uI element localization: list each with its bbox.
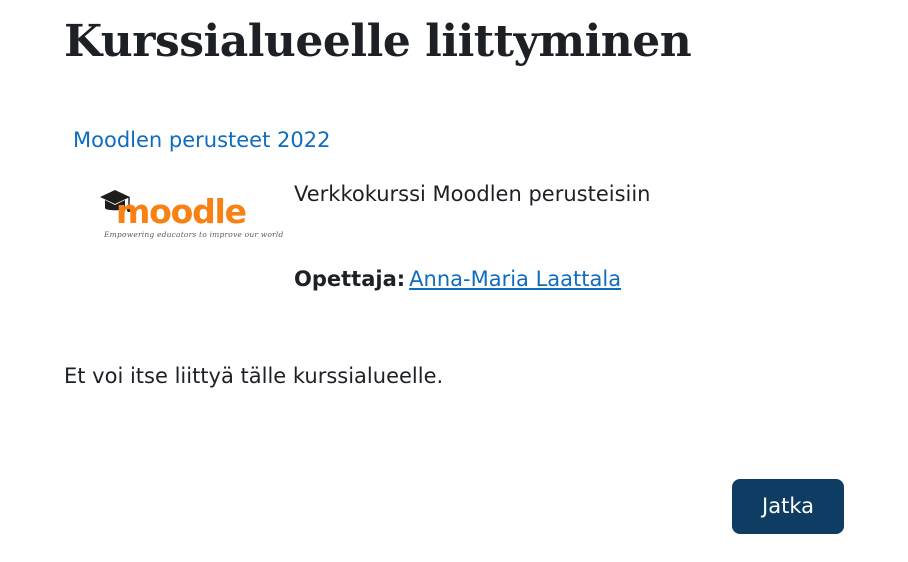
teacher-label: Opettaja:: [294, 266, 406, 291]
page-title: Kurssialueelle liittyminen: [64, 16, 692, 67]
teacher-name-link[interactable]: Anna-Maria Laattala: [409, 266, 622, 291]
course-summary-block: [64, 178, 844, 295]
moodle-wordmark: moodle: [116, 191, 246, 231]
teacher-row: [294, 265, 651, 294]
page-footer: [732, 479, 844, 534]
moodle-logo-icon: [98, 186, 284, 244]
course-image: [98, 186, 284, 250]
continue-button[interactable]: Jatka: [732, 479, 844, 534]
course-text-column: [294, 178, 651, 295]
enrolment-notice: Et voi itse liittyä tälle kurssialueelle.: [64, 364, 444, 389]
course-name-link[interactable]: Moodlen perusteet 2022: [73, 128, 331, 153]
moodle-tagline: Empowering educators to improve our world: [104, 229, 284, 239]
course-summary-text: Verkkokurssi Moodlen perusteisiin: [294, 181, 651, 206]
